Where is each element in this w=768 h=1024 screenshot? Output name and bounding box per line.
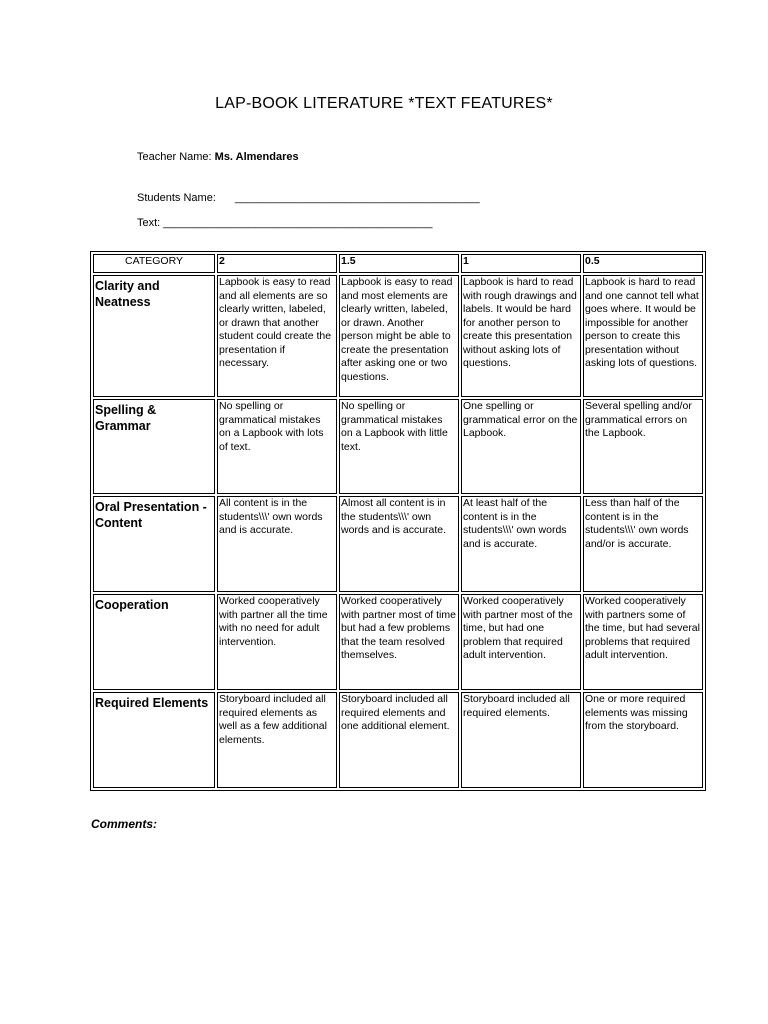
text-blank: ____________________________________________ (163, 217, 433, 229)
teacher-name-line (137, 151, 299, 163)
criteria-cell: Almost all content is in the students\\\' own words and is accurate. (339, 496, 459, 592)
criteria-cell: Worked cooperatively with partner all the time with no need for adult intervention. (217, 594, 337, 690)
criteria-cell: One or more required elements was missing from the storyboard. (583, 692, 703, 788)
rubric-row-clarity (93, 275, 703, 397)
teacher-name-label: Teacher Name: (137, 151, 212, 163)
category-cell: Required Elements (93, 692, 215, 788)
students-name-label: Students Name: (137, 192, 216, 204)
criteria-cell: Lapbook is hard to read and one cannot tell what goes where. It would be impossible for another person to create this presentation without asking lots of questions. (583, 275, 703, 397)
criteria-cell: Less than half of the content is in the students\\\' own words and/or is accurate. (583, 496, 703, 592)
criteria-cell: Worked cooperatively with partner most of time but had a few problems that the team resolved themselves. (339, 594, 459, 690)
criteria-cell: All content is in the students\\\' own words and is accurate. (217, 496, 337, 592)
students-name-line (137, 192, 480, 204)
category-cell: Clarity and Neatness (93, 275, 215, 397)
rubric-row-spelling (93, 399, 703, 494)
category-cell: Spelling & Grammar (93, 399, 215, 494)
header-score-1-5: 1.5 (339, 254, 459, 273)
criteria-cell: Lapbook is easy to read and all elements are so clearly written, labeled, or drawn that another student could create the presentation if necessary. (217, 275, 337, 397)
category-cell: Cooperation (93, 594, 215, 690)
criteria-cell: No spelling or grammatical mistakes on a Lapbook with little text. (339, 399, 459, 494)
text-label: Text: (137, 217, 161, 229)
rubric-row-oral-presentation (93, 496, 703, 592)
rubric-header-row (93, 254, 703, 273)
rubric-row-cooperation (93, 594, 703, 690)
rubric-table (90, 251, 706, 791)
criteria-cell: Worked cooperatively with partners some of the time, but had several problems that required adult intervention. (583, 594, 703, 690)
rubric-row-required-elements (93, 692, 703, 788)
criteria-cell: Worked cooperatively with partner most of the time, but had one problem that required adult intervention. (461, 594, 581, 690)
criteria-cell: At least half of the content is in the students\\\' own words and is accurate. (461, 496, 581, 592)
teacher-name-value: Ms. Almendares (214, 151, 299, 163)
header-score-1: 1 (461, 254, 581, 273)
criteria-cell: Several spelling and/or grammatical errors on the Lapbook. (583, 399, 703, 494)
criteria-cell: Storyboard included all required elements and one additional element. (339, 692, 459, 788)
criteria-cell: Lapbook is hard to read with rough drawings and labels. It would be hard for another person to create this presentation without asking lots of questions. (461, 275, 581, 397)
header-score-2: 2 (217, 254, 337, 273)
criteria-cell: One spelling or grammatical error on the Lapbook. (461, 399, 581, 494)
comments-label: Comments: (91, 817, 158, 831)
criteria-cell: Lapbook is easy to read and most elements are clearly written, labeled, or drawn. Another person might be able to create the presentation after asking one or two questions. (339, 275, 459, 397)
category-cell: Oral Presentation -Content (93, 496, 215, 592)
criteria-cell: Storyboard included all required elements as well as a few additional elements. (217, 692, 337, 788)
text-line (137, 217, 432, 229)
criteria-cell: No spelling or grammatical mistakes on a Lapbook with lots of text. (217, 399, 337, 494)
document-title: LAP-BOOK LITERATURE *TEXT FEATURES* (215, 95, 553, 112)
students-name-blank: ________________________________________ (234, 192, 480, 204)
criteria-cell: Storyboard included all required elements. (461, 692, 581, 788)
header-category: CATEGORY (93, 254, 215, 273)
header-score-0-5: 0.5 (583, 254, 703, 273)
